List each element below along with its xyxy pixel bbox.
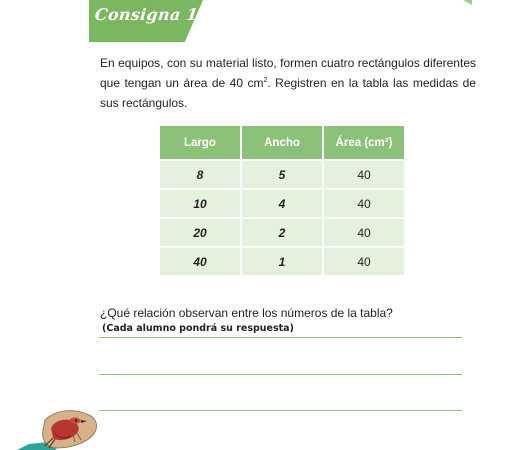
cell-ancho: 4	[241, 189, 323, 218]
instructions-text: En equipos, con su material listo, formen cuatro rectángulos diferentes que tengan un área de 40 cm	[100, 56, 476, 90]
cell-largo: 20	[159, 218, 241, 247]
table-row	[159, 218, 405, 247]
unit-superscript: 2	[263, 77, 268, 84]
bird-illustration-icon	[15, 408, 103, 450]
table-row	[159, 160, 405, 189]
cell-largo: 8	[159, 160, 241, 189]
column-header-ancho: Ancho	[241, 125, 323, 160]
column-header-area: Área (cm²)	[323, 125, 405, 160]
answer-text: (Cada alumno pondrá su respuesta)	[102, 323, 294, 334]
corner-decoration	[463, 0, 472, 5]
instructions-paragraph	[100, 53, 476, 113]
cell-area: 40	[323, 160, 405, 189]
answer-line	[99, 410, 462, 411]
question-text: ¿Qué relación observan entre los números de la tabla?	[100, 306, 393, 320]
cell-area: 40	[323, 189, 405, 218]
cell-largo: 40	[159, 247, 241, 276]
cell-area: 40	[323, 218, 405, 247]
answer-line	[99, 374, 462, 375]
cell-area: 40	[323, 247, 405, 276]
cell-largo: 10	[159, 189, 241, 218]
answer-line	[99, 337, 462, 338]
table-row	[159, 247, 405, 276]
table-header-row	[159, 125, 405, 160]
cell-ancho: 5	[241, 160, 323, 189]
table-row	[159, 189, 405, 218]
rectangles-table	[158, 124, 406, 277]
column-header-largo: Largo	[159, 125, 241, 160]
cell-ancho: 1	[241, 247, 323, 276]
instructions-text-end: . Registren en la tabla las medidas de sus rectángulos.	[100, 76, 476, 110]
cell-ancho: 2	[241, 218, 323, 247]
section-title: Consigna 1	[94, 5, 200, 24]
